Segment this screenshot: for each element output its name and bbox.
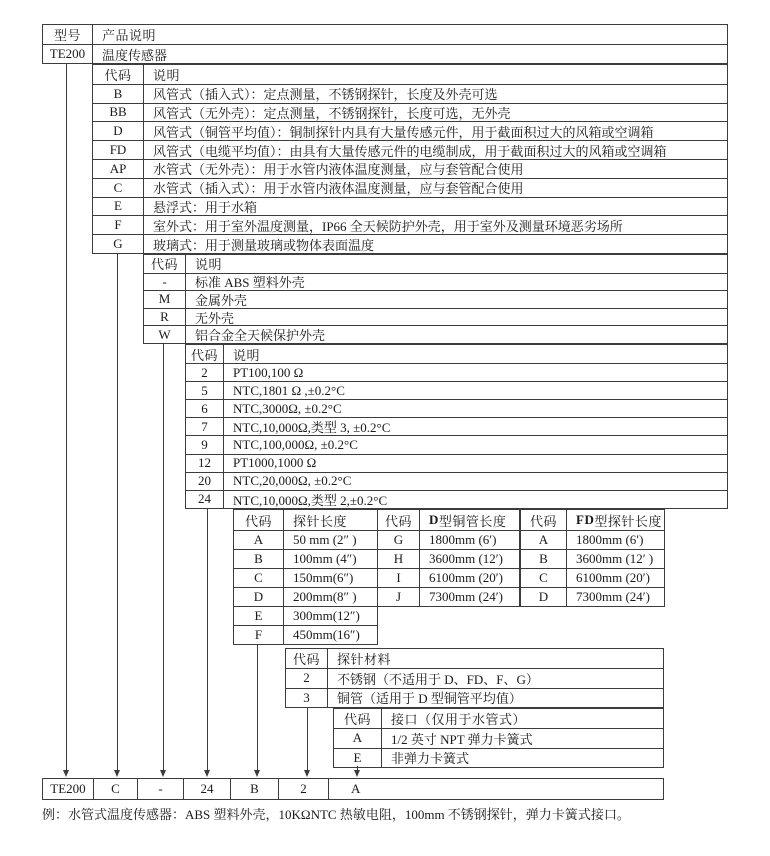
d-type-length-table [377, 509, 520, 607]
code-cell: W [144, 326, 186, 343]
code-cell: 2 [186, 364, 224, 381]
table-row [186, 381, 727, 399]
order-housing-cell: - [138, 779, 184, 799]
code-cell: 24 [186, 491, 224, 508]
connector-line [207, 509, 208, 770]
table-row [93, 215, 727, 234]
fd-type-length-table [520, 509, 665, 607]
desc-cell: 风管式（无外壳）：定点测量，不锈钢探针，长度可选，无外壳 [153, 106, 511, 121]
code-cell: B [521, 550, 567, 568]
code-header-cell: 代码 [378, 510, 420, 530]
order-model-cell: TE200 [43, 779, 94, 799]
code-cell: - [144, 274, 186, 291]
table-row [234, 625, 377, 644]
d-length-header-cell [420, 510, 519, 530]
table-row [186, 417, 727, 435]
connector-line [307, 708, 308, 770]
probe-length-table [233, 509, 378, 645]
fd-length-header-cell [567, 510, 664, 530]
code-cell: E [234, 607, 284, 625]
table-row [144, 273, 727, 291]
code-cell: 12 [186, 455, 224, 472]
table-row [186, 490, 727, 508]
code-cell: 3 [286, 689, 328, 707]
connector-line [257, 644, 258, 770]
table-row [234, 530, 377, 549]
housing-code-table [143, 254, 728, 344]
length-cell: 3600mm (12′) [429, 551, 503, 566]
connector-line [117, 254, 118, 770]
code-cell: 2 [286, 669, 328, 687]
length-cell: 6100mm (20′) [429, 570, 503, 585]
table-row [93, 65, 727, 84]
table-row [334, 748, 663, 767]
fd-type-label: FD [576, 512, 595, 527]
connection-table [333, 708, 664, 768]
length-header-cell: 探针长度 [293, 513, 348, 529]
desc-cell: 铝合金全天候保护外壳 [195, 328, 326, 343]
table-row [521, 587, 664, 606]
length-cell: 7300mm (24′) [576, 589, 650, 604]
code-header-cell: 代码 [234, 510, 284, 530]
code-cell: FD [93, 141, 144, 159]
table-row [93, 121, 727, 140]
product-header-cell: 产品说明 [102, 28, 157, 43]
table-row [144, 325, 727, 343]
material-cell: 不锈钢（不适用于 D、FD、F、G） [337, 671, 539, 687]
length-cell: 7300mm (24′) [429, 589, 503, 604]
probe-material-table [285, 648, 664, 708]
length-cell: 1800mm (6′) [576, 532, 644, 547]
code-cell: B [93, 85, 144, 103]
table-row [93, 197, 727, 216]
d-type-label-rest: 型铜管长度 [438, 513, 507, 529]
code-cell: E [334, 749, 382, 767]
model-cell: TE200 [43, 45, 93, 63]
code-cell: BB [93, 104, 144, 122]
desc-cell: 风管式（插入式）：定点测量，不锈钢探针，长度及外壳可选 [153, 87, 498, 103]
code-cell: G [378, 531, 420, 549]
table-row [144, 255, 727, 273]
desc-header-cell: 说明 [195, 257, 223, 273]
code-cell: D [234, 588, 284, 606]
table-row [93, 103, 727, 122]
code-cell: A [234, 531, 284, 549]
length-cell: 1800mm (6′) [429, 532, 497, 547]
desc-cell: 水管式（插入式）：用于水管内液体温度测量，应与套管配合使用 [153, 181, 524, 197]
arrow-down-icon [254, 770, 260, 777]
material-header-cell: 探针材料 [337, 652, 392, 668]
material-cell: 铜管（适用于 D 型铜管平均值） [337, 691, 522, 707]
length-cell: 6100mm (20′) [576, 570, 650, 585]
table-row [521, 530, 664, 549]
arrow-down-icon [160, 770, 166, 777]
table-row [93, 140, 727, 159]
code-cell: A [334, 729, 382, 747]
desc-cell: 标准 ABS 塑料外壳 [195, 275, 305, 291]
order-connection-cell: A [351, 781, 361, 796]
table-row [334, 709, 663, 728]
arrow-down-icon [63, 770, 69, 777]
example-text: 例：水管式温度传感器：ABS 塑料外壳，10KΩNTC 热敏电阻，100mm 不锈钢探针，弹力卡簧式接口。 [42, 807, 630, 822]
desc-cell: 玻璃式：用于测量玻璃或物体表面温度 [153, 237, 375, 253]
length-cell: 450mm(16″) [293, 627, 360, 642]
code-header-cell: 代码 [521, 510, 567, 530]
order-code-row [42, 778, 664, 800]
length-cell: 300mm(12″) [293, 608, 360, 623]
code-header-cell: 代码 [334, 709, 382, 728]
table-row [286, 688, 663, 707]
sensor-code-table [185, 344, 728, 509]
table-row [93, 84, 727, 103]
table-row [378, 510, 519, 530]
desc-cell: PT100,100 Ω [233, 364, 304, 380]
order-sensor-cell: 24 [184, 779, 231, 799]
code-cell: F [93, 216, 144, 234]
table-row [234, 510, 377, 530]
table-row [43, 44, 727, 63]
d-type-label: D [429, 512, 439, 527]
code-cell: 20 [186, 473, 224, 490]
table-row [186, 399, 727, 417]
code-cell: D [521, 588, 567, 606]
code-cell: B [234, 550, 284, 568]
connection-cell: 非弹力卡簧式 [391, 751, 470, 767]
order-material-cell: 2 [279, 779, 329, 799]
table-row [234, 549, 377, 568]
desc-cell: 悬浮式：用于水箱 [153, 199, 258, 215]
desc-cell: 水管式（无外壳）：用于水管内液体温度测量，应与套管配合使用 [153, 162, 524, 178]
table-row [378, 530, 519, 549]
code-cell: 6 [186, 400, 224, 417]
table-row [186, 345, 727, 363]
code-header-cell: 代码 [144, 255, 186, 273]
connection-cell: 1/2 英寸 NPT 弹力卡簧式 [391, 731, 533, 747]
code-cell: E [93, 198, 144, 216]
table-row [144, 308, 727, 326]
desc-cell: NTC,10,000Ω,类型 2,±0.2°C [233, 492, 388, 508]
code-cell: 7 [186, 418, 224, 435]
desc-header-cell: 说明 [153, 67, 181, 83]
fd-type-label-rest: 型探针长度 [594, 513, 662, 529]
connection-header-cell: 接口（仅用于水管式） [391, 712, 527, 728]
table-row [521, 510, 664, 530]
code-cell: C [234, 569, 284, 587]
length-cell: 150mm(6″) [293, 570, 354, 585]
connector-line [66, 64, 67, 770]
length-cell: 3600mm (12′ ) [576, 551, 654, 566]
table-row [43, 25, 727, 44]
table-row [521, 549, 664, 568]
connector-line [163, 344, 164, 770]
desc-header-cell: 说明 [233, 347, 261, 363]
desc-cell: 室外式：用于室外温度测量，IP66 全天候防护外壳，用于室外及测量环境恶劣场所 [153, 218, 623, 234]
table-row [334, 728, 663, 747]
desc-cell: NTC,1801 Ω ,±0.2°C [233, 382, 345, 398]
code-cell: A [521, 531, 567, 549]
desc-cell: 风管式（铜管平均值）：铜制探针内具有大量传感元件，用于截面积过大的风箱或空调箱 [153, 124, 654, 140]
table-row [234, 587, 377, 606]
code-cell: AP [93, 160, 144, 178]
desc-cell: NTC,100,000Ω, ±0.2°C [233, 437, 358, 453]
arrow-down-icon [304, 770, 310, 777]
table-row [286, 668, 663, 687]
model-table [42, 24, 728, 64]
arrow-down-icon [354, 770, 360, 777]
code-cell: G [93, 235, 144, 253]
order-length-cell: B [231, 779, 279, 799]
code-cell: J [378, 588, 420, 606]
table-row [378, 568, 519, 587]
code-cell: I [378, 569, 420, 587]
table-row [378, 587, 519, 606]
code-cell: H [378, 550, 420, 568]
desc-cell: NTC,20,000Ω, ±0.2°C [233, 473, 352, 489]
desc-cell: 金属外壳 [195, 292, 248, 308]
code-cell: F [234, 626, 284, 644]
table-row [186, 472, 727, 490]
length-cell: 200mm(8″ ) [293, 589, 357, 604]
code-cell: D [93, 122, 144, 140]
table-row [186, 454, 727, 472]
code-cell: M [144, 291, 186, 308]
length-cell: 50 mm (2″ ) [293, 532, 357, 547]
product-cell: 温度传感器 [102, 47, 168, 63]
table-row [521, 568, 664, 587]
type-code-table [92, 64, 728, 254]
table-row [186, 435, 727, 453]
table-row [144, 290, 727, 308]
desc-cell: PT1000,1000 Ω [233, 455, 317, 471]
length-cell: 100mm (4″) [293, 551, 357, 566]
desc-cell: 风管式（电缆平均值）：由具有大量传感元件的电缆制成，用于截面积过大的风箱或空调箱 [153, 143, 667, 159]
code-header-cell: 代码 [93, 65, 144, 84]
arrow-down-icon [204, 770, 210, 777]
table-row [234, 606, 377, 625]
table-row [93, 178, 727, 197]
table-row [286, 649, 663, 668]
table-row [93, 234, 727, 253]
desc-cell: NTC,3000Ω, ±0.2°C [233, 400, 342, 416]
code-cell: R [144, 309, 186, 326]
desc-cell: NTC,10,000Ω,类型 3, ±0.2°C [233, 420, 391, 436]
code-cell: 9 [186, 436, 224, 453]
code-header-cell: 代码 [286, 649, 328, 668]
model-header-cell: 型号 [43, 25, 93, 44]
table-row [93, 159, 727, 178]
arrow-down-icon [114, 770, 120, 777]
code-cell: 5 [186, 382, 224, 399]
table-row [186, 363, 727, 381]
table-row [378, 549, 519, 568]
code-cell: C [521, 569, 567, 587]
order-type-cell: C [94, 779, 138, 799]
table-row [234, 568, 377, 587]
code-header-cell: 代码 [186, 345, 224, 363]
desc-cell: 无外壳 [195, 310, 235, 326]
code-cell: C [93, 179, 144, 197]
